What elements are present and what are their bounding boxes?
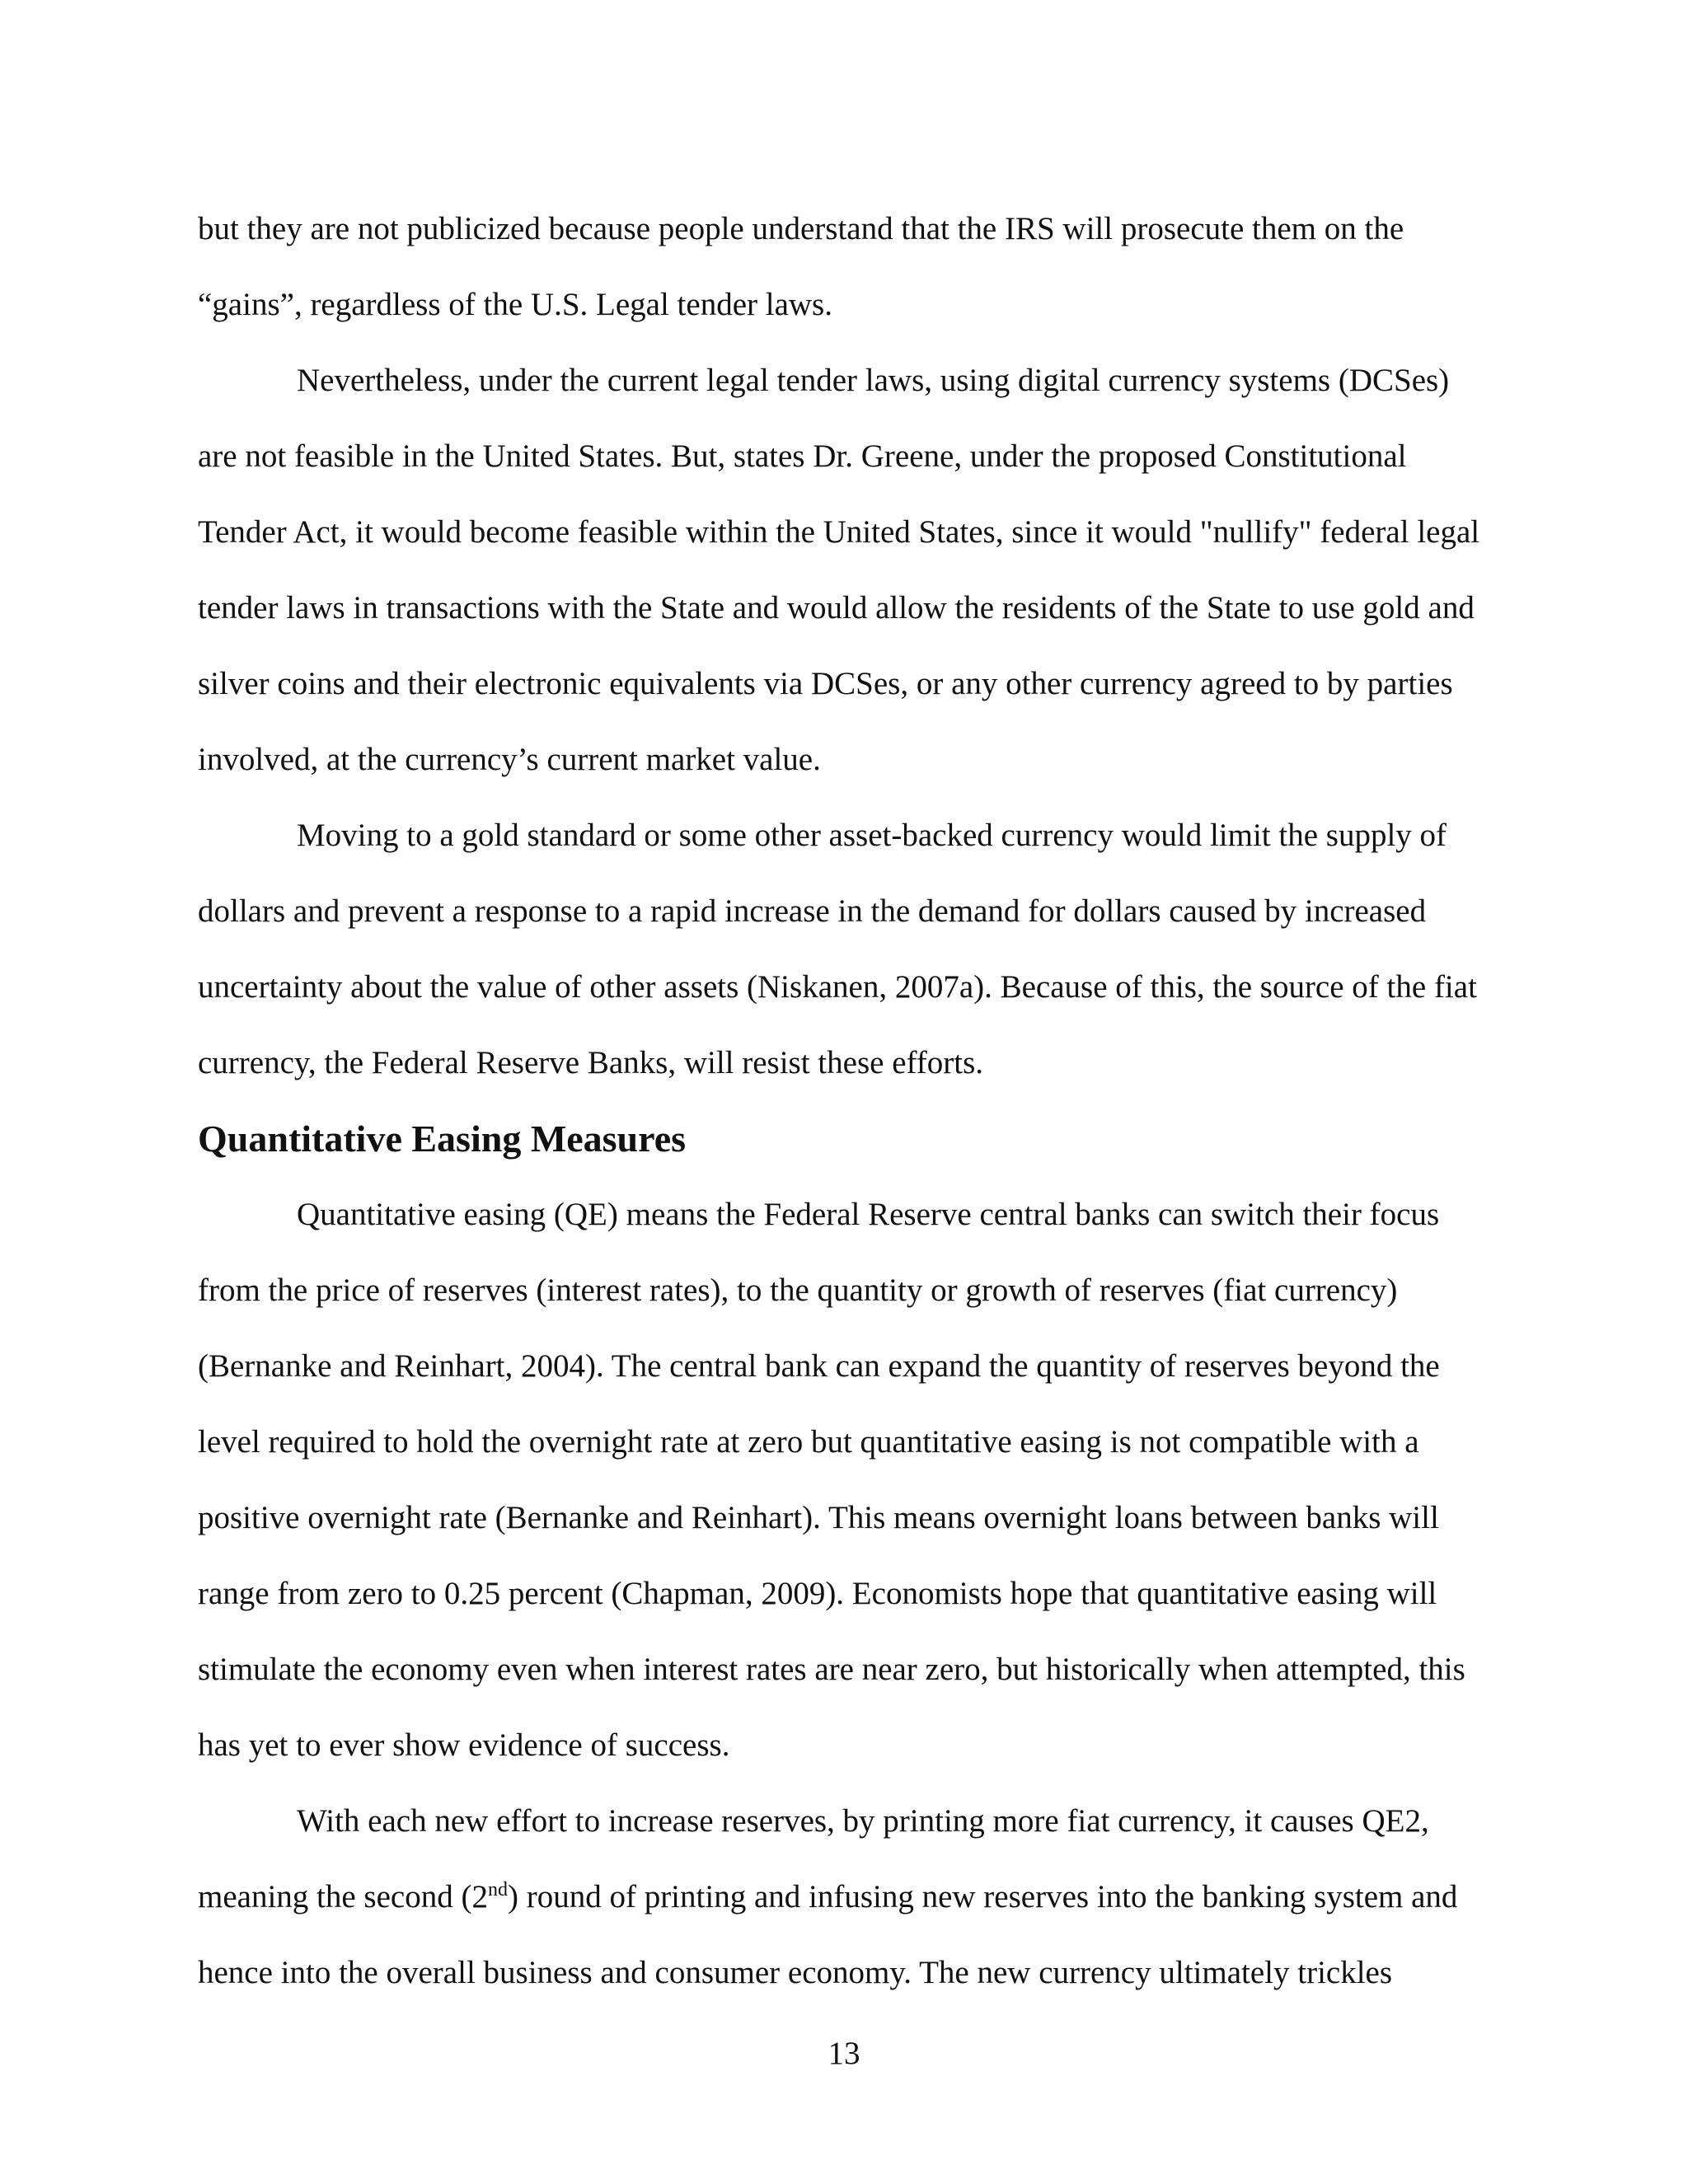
paragraph-legal-tender: Nevertheless, under the current legal tender laws, using digital currency systems (DCSes) are not feasible in the United States. But, states Dr. Greene, under the proposed Constitutional Tender Act, it would become feasible within the United States, since it would "nullify" federal legal tender laws in transactions with the State and would allow the residents of the State to use gold and silver coins and their electronic equivalents via DCSes, or any other currency agreed to by parties involved, at the currency’s current market value.	[198, 363, 1480, 777]
page-content	[198, 191, 1492, 2011]
paragraph-qe2-text-start: With each new effort to increase reserves, by printing more fiat currency, it causes QE2, meaning the second (2	[198, 1803, 1429, 1915]
paragraph-continuation: but they are not publicized because people understand that the IRS will prosecute them on the “gains”, regardless of the U.S. Legal tender laws.	[198, 211, 1404, 322]
paragraph-qe2	[198, 1783, 1492, 2011]
page-number: 13	[828, 2036, 860, 2071]
ordinal-superscript: nd	[487, 1879, 508, 1900]
paragraph-gold-standard: Moving to a gold standard or some other asset-backed currency would limit the supply of dollars and prevent a response to a rapid increase in the demand for dollars caused by increased uncertainty about the value of other assets (Niskanen, 2007a). Because of this, the source of the fiat currency, the Federal Reserve Banks, will resist these efforts.	[198, 818, 1477, 1080]
section-heading: Quantitative Easing Measures	[198, 1118, 687, 1160]
paragraph-quantitative-easing: Quantitative easing (QE) means the Federal Reserve central banks can switch their focus from the price of reserves (interest rates), to the quantity or growth of reserves (fiat currency) (Bernanke and Reinhart, 2004). The central bank can expand the quantity of reserves beyond the level required to hold the overnight rate at zero but quantitative easing is not compatible with a positive overnight rate (Bernanke and Reinhart). This means overnight loans between banks will range from zero to 0.25 percent (Chapman, 2009). Economists hope that quantitative easing will stimulate the economy even when interest rates are near zero, but historically when attempted, this has yet to ever show evidence of success.	[198, 1197, 1465, 1763]
paragraph-qe2-text-end: ) round of printing and infusing new reserves into the banking system and hence into the overall business and consumer economy. The new currency ultimately trickles	[198, 1879, 1458, 1990]
